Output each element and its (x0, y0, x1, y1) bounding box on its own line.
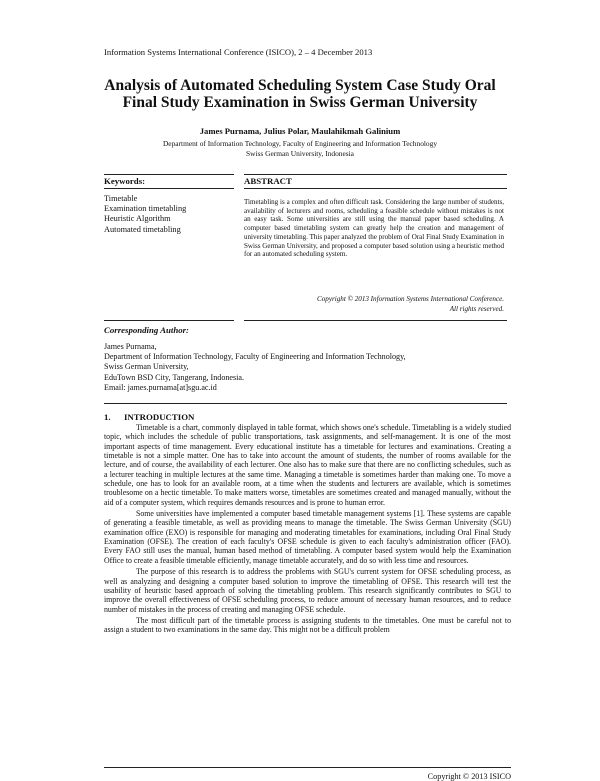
paragraph: The purpose of this research is to address the problems with SGU's current system for OFSE scheduling process, as well as analyzing and designing a computer based solution to improve the timetabling of OFSE. This research will test the usability of heuristic based approach of solving the timetabling problem. This research significantly contributes to SGU to improve the overall effectiveness of OFSE scheduling process, to reduce amount of necessary human resources, and to reduce number of mistakes in the process of creating and managing OFSE schedule. (104, 567, 511, 614)
corresponding-line: James Purnama, (104, 342, 157, 351)
title-line-1: Analysis of Automated Scheduling System Case Study Oral (104, 77, 496, 94)
abstract-label: ABSTRACT (244, 176, 292, 186)
keyword-item: Examination timetabling (104, 204, 187, 214)
keywords-top-rule (104, 174, 234, 175)
paragraph: Some universities have implemented a computer based timetable management systems [1]. These systems are capable of generating a feasible timetable, as well as providing means to manage the timetable. The Swiss German University (SGU) examination office (EXO) is responsible for managing and moderating timetables for examinations, including Oral Final Study Examination (OFSE). The creation of each faculty's OFSE schedule is given to each faculty's administration officer (FAO). Every FAO still uses the manual, human based method of timetabling. A computer based system would help the Examination Office to create a feasible timetable efficiently, manage timetable accurately, and do so with less time and resources. (104, 509, 511, 565)
paper-title (60, 77, 540, 111)
corresponding-line: Department of Information Technology, Faculty of Engineering and Information Technology, (104, 352, 406, 362)
section-title: INTRODUCTION (124, 412, 195, 422)
abstract-text: Timetabling is a complex and often difficult task. Considering the large number of students, availability of lecturers and rooms, scheduling a feasible schedule without mistakes is not an easy task. Some universities are still using the manual paper based scheduling. A computer based timetabling system can greatly help the creation and management of university timetabling. This paper analyzed the problem of Oral Final Study Examination in Swiss German University, and proposed a computer based solution using a heuristic method for an automated scheduling system. (244, 198, 504, 259)
authors: James Purnama, Julius Polar, Maulahikmah Galinium (199, 126, 401, 136)
footer-copyright: Copyright © 2013 ISICO (427, 772, 511, 781)
abstract-mid-rule (244, 188, 507, 189)
abstract-top-rule (244, 174, 507, 175)
conference-header: Information Systems International Conference (ISICO), 2 – 4 December 2013 (104, 47, 373, 57)
abstract-bottom-rule (244, 320, 507, 321)
keywords-mid-rule (104, 188, 234, 189)
affiliation-line-1: Department of Information Technology, Faculty of Engineering and Information Technology (162, 139, 438, 148)
corresponding-bottom-rule (104, 403, 507, 404)
keywords-list (104, 194, 186, 235)
footer-rule (104, 767, 511, 768)
affiliation-line-2: Swiss German University, Indonesia (246, 149, 354, 158)
corresponding-email: Email: james.purnama[at]sgu.ac.id (104, 382, 217, 392)
affiliation (60, 139, 540, 159)
section-number: 1. (104, 412, 111, 422)
corresponding-line: Swiss German University, (104, 362, 189, 372)
corresponding-line: EduTown BSD City, Tangerang, Indonesia. (104, 372, 245, 382)
title-line-2: Final Study Examination in Swiss German University (122, 94, 478, 111)
paragraph: The most difficult part of the timetable process is assigning students to the timetables. One must be careful not to assign a student to two examinations in the same day. This might not be a difficult problem (104, 615, 511, 635)
paragraph: Timetable is a chart, commonly displayed in table format, which shows one's schedule. Timetabling is a widely studied topic, which includes the schedule of public transportations, task assignments, and self-management. It is one of the most important aspects of time management. Every educational institute has a timetable for lectures and examinations. Creating a timetable is not a simple matter. One has to take into account the amount of students, the number of rooms available for the lecture, and of course, the availability of each lecturer. One also has to make sure that there are no conflicting schedules, such as a lecturer teaching in multiple lectures at the same time. Managing a timetable is sometimes harder than making one. To move a schedule, one has to look for an available room, at a time when the students and lecturers are available, which is sometimes troublesome on a hectic timetable. To make matters worse, timetables are sometimes created and managed manually, without the aid of a computer system, which requires demands resources and is prone to human error. (104, 423, 511, 507)
abstract-copyright (270, 295, 504, 314)
keywords-label: Keywords: (104, 176, 146, 186)
abstract-copyright-line-1: Copyright © 2013 Information Systems International Conference. (317, 295, 504, 303)
keyword-item: Timetable (104, 194, 138, 203)
keyword-item: Automated timetabling (104, 224, 181, 234)
introduction-body (104, 423, 511, 637)
corresponding-author-label: Corresponding Author: (104, 325, 189, 335)
keyword-item: Heuristic Algorithm (104, 214, 171, 224)
section-heading-introduction (104, 412, 194, 422)
abstract-copyright-line-2: All rights reserved. (449, 304, 504, 313)
keywords-bottom-rule (104, 320, 234, 321)
corresponding-author-details (104, 342, 406, 393)
